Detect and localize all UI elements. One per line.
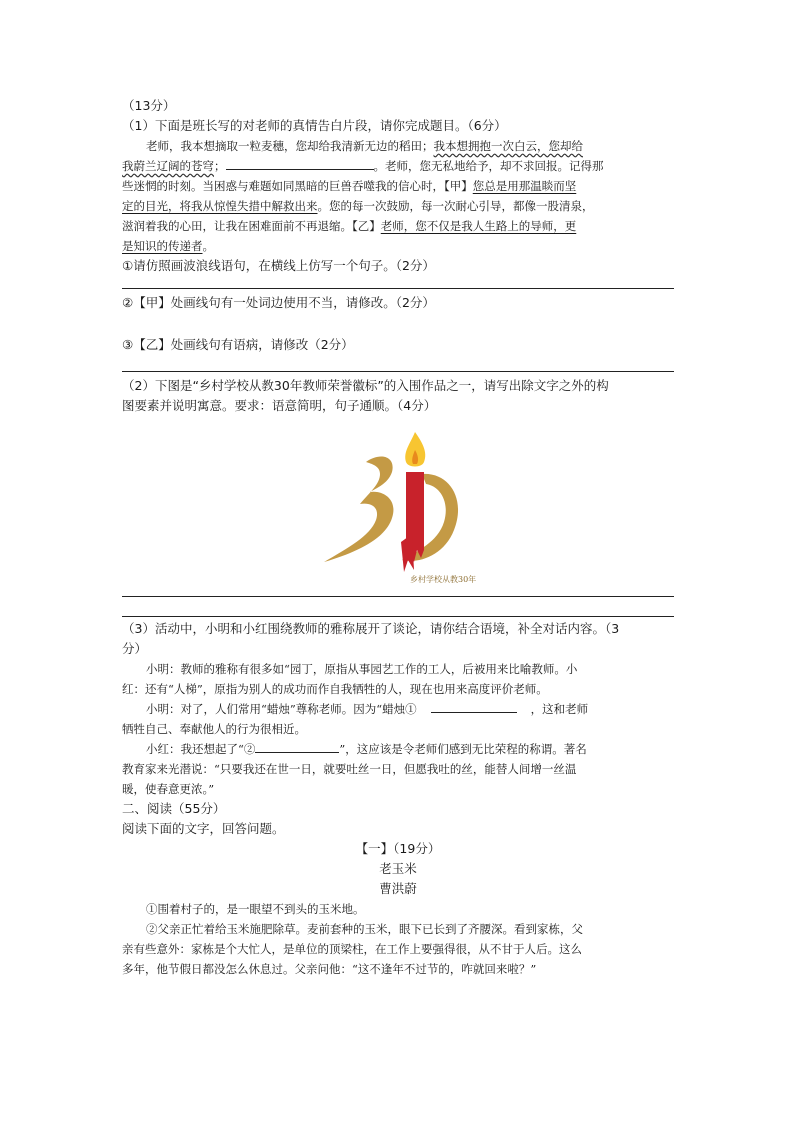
logo-caption: 乡村学校从教30年 xyxy=(410,575,477,584)
underlined-sentence-yi: 老师，您不仅是我人生路上的导师，更 xyxy=(380,219,577,233)
dialogue-text: 小明：对了，人们常用“蜡烛”尊称老师。因为“蜡烛① xyxy=(146,702,417,716)
candle-30-logo-icon xyxy=(318,422,478,592)
passage-text: 。您的每一次鼓励，每一次耐心引导，都像一股清泉， xyxy=(317,199,594,213)
passage-text: 。老师，您无私地给予，却不求回报。记得那 xyxy=(373,159,604,173)
reading-section-title: 二、阅读（55分） xyxy=(122,801,226,816)
wavy-sentence: 我本想拥抱一次白云，您却给 xyxy=(433,139,583,153)
article-paragraph: ②父亲正忙着给玉米施肥除草。麦前套种的玉米，眼下已长到了齐腰深。看到家栋，父 xyxy=(146,922,583,936)
passage-text: 些迷惘的时刻。当困惑与难题如同黑暗的巨兽吞噬我的信心时，【甲】 xyxy=(122,179,473,193)
dialogue-line: 教育家来光潜说：“只要我还在世一日，就要吐丝一日，但愿我吐的丝，能替人间增一丝温 xyxy=(122,762,577,776)
q1-sub1: ①请仿照画波浪线语句，在横线上仿写一个句子。（2分） xyxy=(122,258,435,273)
q3-heading: 分） xyxy=(122,641,148,656)
underlined-sentence-jia: 定的目光，将我从惊惶失措中解救出来 xyxy=(122,199,318,213)
dialogue-blank-2[interactable] xyxy=(255,739,339,753)
dialogue-text: 小红：我还想起了“② xyxy=(146,742,256,756)
dialogue-line: 暖，使春意更浓。” xyxy=(122,782,215,796)
dialogue-line xyxy=(122,739,674,759)
article-author: 曹洪蔚 xyxy=(379,881,417,896)
passage-line xyxy=(122,136,674,156)
q2-heading: 图要素并说明寓意。要求：语意简明，句子通顺。（4分） xyxy=(122,398,437,413)
underlined-sentence-jia: 您总是用那温睒而坚 xyxy=(472,179,577,193)
exam-page xyxy=(122,96,674,979)
article-paragraph-cont: 多年，他节假日都没怎么休息过。父亲问他：“这不逢年不过节的，咋就回来啦？” xyxy=(122,962,537,976)
passage-line xyxy=(122,156,674,176)
underlined-sentence-yi: 是知识的传递者 xyxy=(122,239,203,253)
dialogue-text: ”，这应该是令老师们感到无比荣程的称谓。著名 xyxy=(339,742,587,756)
q1-sub2: ②【甲】处画线句有一处词边使用不当，请修改。（2分） xyxy=(122,295,435,310)
q1-passage xyxy=(122,136,674,256)
dialogue-text: ，这和老师 xyxy=(530,702,589,716)
passage-text: 。 xyxy=(202,239,214,253)
reading-instruction: 阅读下面的文字，回答问题。 xyxy=(122,821,285,836)
dialogue-line: 牺牲自己、奉献他人的行为很相近。 xyxy=(122,722,306,736)
dialogue-line xyxy=(122,699,674,719)
reading-part-label: 【一】（19分） xyxy=(355,841,441,856)
passage-text: 滋润着我的心田，让我在困难面前不再退缩。【乙】 xyxy=(122,219,381,233)
honor-badge-figure xyxy=(122,416,674,596)
passage-text: ； xyxy=(214,159,226,173)
dialogue-line: 小明：教师的雅称有很多如“园丁，原指从事园艺工作的工人，后被用来比喻教师。小 xyxy=(146,662,578,676)
passage-text: 老师，我本想摘取一粒麦穗，您却给我清新无边的稻田； xyxy=(146,139,434,153)
imitation-blank[interactable] xyxy=(226,156,374,170)
q3-heading: （3）活动中，小明和小红围绕教师的雅称展开了谈论，请你结合语境，补全对话内容。（3 xyxy=(122,621,620,636)
article-paragraph-cont: 亲有些意外：家栋是个大忙人，是单位的顶梁柱，在工作上要强得很，从不甘于人后。这么 xyxy=(122,942,582,956)
candle-drip xyxy=(401,534,414,572)
q1-sub3: ③【乙】处画线句有语病，请修改（2分） xyxy=(122,337,354,352)
passage-line xyxy=(122,176,674,196)
article-paragraph: ①围着村子的，是一眼望不到头的玉米地。 xyxy=(146,902,365,916)
section-score: （13分） xyxy=(122,98,176,113)
passage-line xyxy=(122,236,674,256)
q1-heading: （1）下面是班长写的对老师的真情告白片段，请你完成题目。（6分） xyxy=(122,118,507,133)
article-title: 老玉米 xyxy=(379,861,417,876)
gold-brush-three xyxy=(324,457,393,562)
wavy-sentence: 我蔚兰辽阔的苍穹 xyxy=(122,159,214,173)
passage-line xyxy=(122,196,674,216)
dialogue-blank-1[interactable] xyxy=(431,699,517,713)
passage-line xyxy=(122,216,674,236)
q2-heading: （2）下图是“乡村学校从教30年教师荣誉徽标”的入围作品之一，请写出除文字之外的构 xyxy=(122,378,609,393)
dialogue-line: 红：还有“人梯”，原指为别人的成功而作自我牺牲的人，现在也用来高度评价老师。 xyxy=(122,682,548,696)
